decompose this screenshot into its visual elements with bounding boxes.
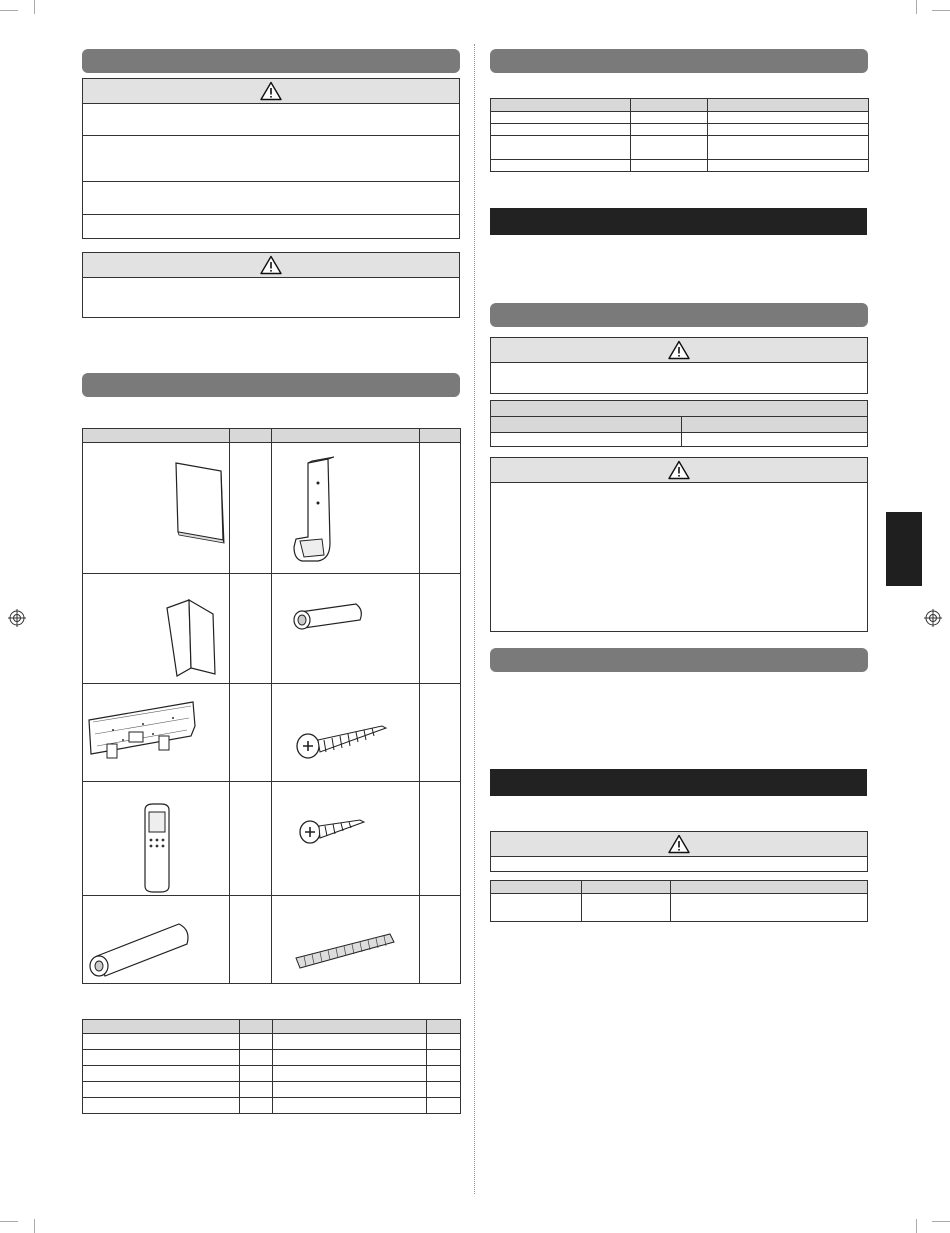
warning-triangle-icon bbox=[668, 340, 690, 360]
table-header-row bbox=[491, 99, 869, 112]
registration-mark-icon bbox=[924, 609, 942, 627]
optional-parts-table bbox=[82, 1019, 461, 1114]
table-divider bbox=[83, 135, 459, 136]
table-row bbox=[83, 1034, 461, 1050]
caution-box bbox=[490, 457, 868, 632]
warning-box bbox=[490, 831, 868, 872]
table-row bbox=[491, 160, 869, 172]
requirements-table bbox=[490, 400, 868, 447]
section-header-bar bbox=[490, 49, 868, 73]
section-header-bar bbox=[490, 648, 868, 672]
language-side-tab bbox=[886, 512, 922, 586]
table-row bbox=[83, 1098, 461, 1114]
crop-mark bbox=[932, 10, 950, 11]
table-row bbox=[83, 443, 461, 574]
spec-table bbox=[490, 98, 869, 172]
large-screw-icon bbox=[272, 684, 419, 781]
warning-triangle-icon bbox=[260, 81, 282, 101]
warning-header bbox=[491, 832, 867, 857]
crop-mark bbox=[0, 1221, 18, 1222]
warning-triangle-icon bbox=[668, 460, 690, 480]
insulation-tube-icon bbox=[83, 896, 229, 983]
table-row bbox=[83, 1066, 461, 1082]
crop-mark bbox=[916, 0, 917, 14]
warning-triangle-icon bbox=[668, 834, 690, 854]
manual-book-icon bbox=[83, 443, 229, 573]
table-header-row bbox=[83, 429, 461, 443]
warning-box bbox=[490, 337, 868, 394]
crop-mark bbox=[916, 1219, 917, 1233]
table-header-row bbox=[491, 401, 868, 417]
table-row bbox=[491, 433, 868, 447]
folded-booklet-icon bbox=[83, 574, 229, 683]
table-header-row bbox=[83, 1020, 461, 1034]
warning-triangle-icon bbox=[260, 255, 282, 275]
column-divider bbox=[474, 44, 475, 1194]
subsection-black-bar bbox=[490, 208, 867, 235]
table-header-row bbox=[491, 417, 868, 433]
table-row bbox=[491, 112, 869, 124]
table-row bbox=[83, 574, 461, 684]
table-divider bbox=[83, 181, 459, 182]
remote-control-icon bbox=[83, 782, 229, 895]
crop-mark bbox=[932, 1221, 950, 1222]
table-row bbox=[83, 1082, 461, 1098]
table-row bbox=[491, 136, 869, 160]
warning-box bbox=[82, 78, 460, 239]
crop-mark bbox=[34, 1219, 35, 1233]
warning-header bbox=[491, 338, 867, 363]
table-row bbox=[83, 1050, 461, 1066]
caution-header bbox=[83, 253, 459, 278]
small-screw-icon bbox=[272, 782, 419, 895]
section-header-bar bbox=[82, 373, 460, 397]
table-row bbox=[83, 684, 461, 782]
registration-mark-icon bbox=[8, 609, 26, 627]
battery-icon bbox=[272, 574, 419, 683]
subsection-black-bar bbox=[490, 769, 867, 796]
wall-mounting-plate-icon bbox=[83, 684, 229, 781]
table-row bbox=[491, 894, 868, 922]
wall-bracket-holder-icon bbox=[272, 443, 419, 573]
caution-header bbox=[491, 458, 867, 483]
warning-header bbox=[83, 79, 459, 104]
parts-table bbox=[82, 428, 461, 984]
table-row bbox=[491, 124, 869, 136]
battery-table bbox=[490, 880, 868, 922]
section-header-bar bbox=[82, 49, 460, 73]
table-header-row bbox=[491, 881, 868, 894]
crop-mark bbox=[34, 0, 35, 14]
table-divider bbox=[83, 214, 459, 215]
table-row bbox=[83, 896, 461, 984]
crop-mark bbox=[0, 10, 18, 11]
table-row bbox=[83, 782, 461, 896]
section-header-bar bbox=[490, 303, 868, 327]
air-filter-strip-icon bbox=[272, 896, 419, 983]
caution-box bbox=[82, 252, 460, 318]
